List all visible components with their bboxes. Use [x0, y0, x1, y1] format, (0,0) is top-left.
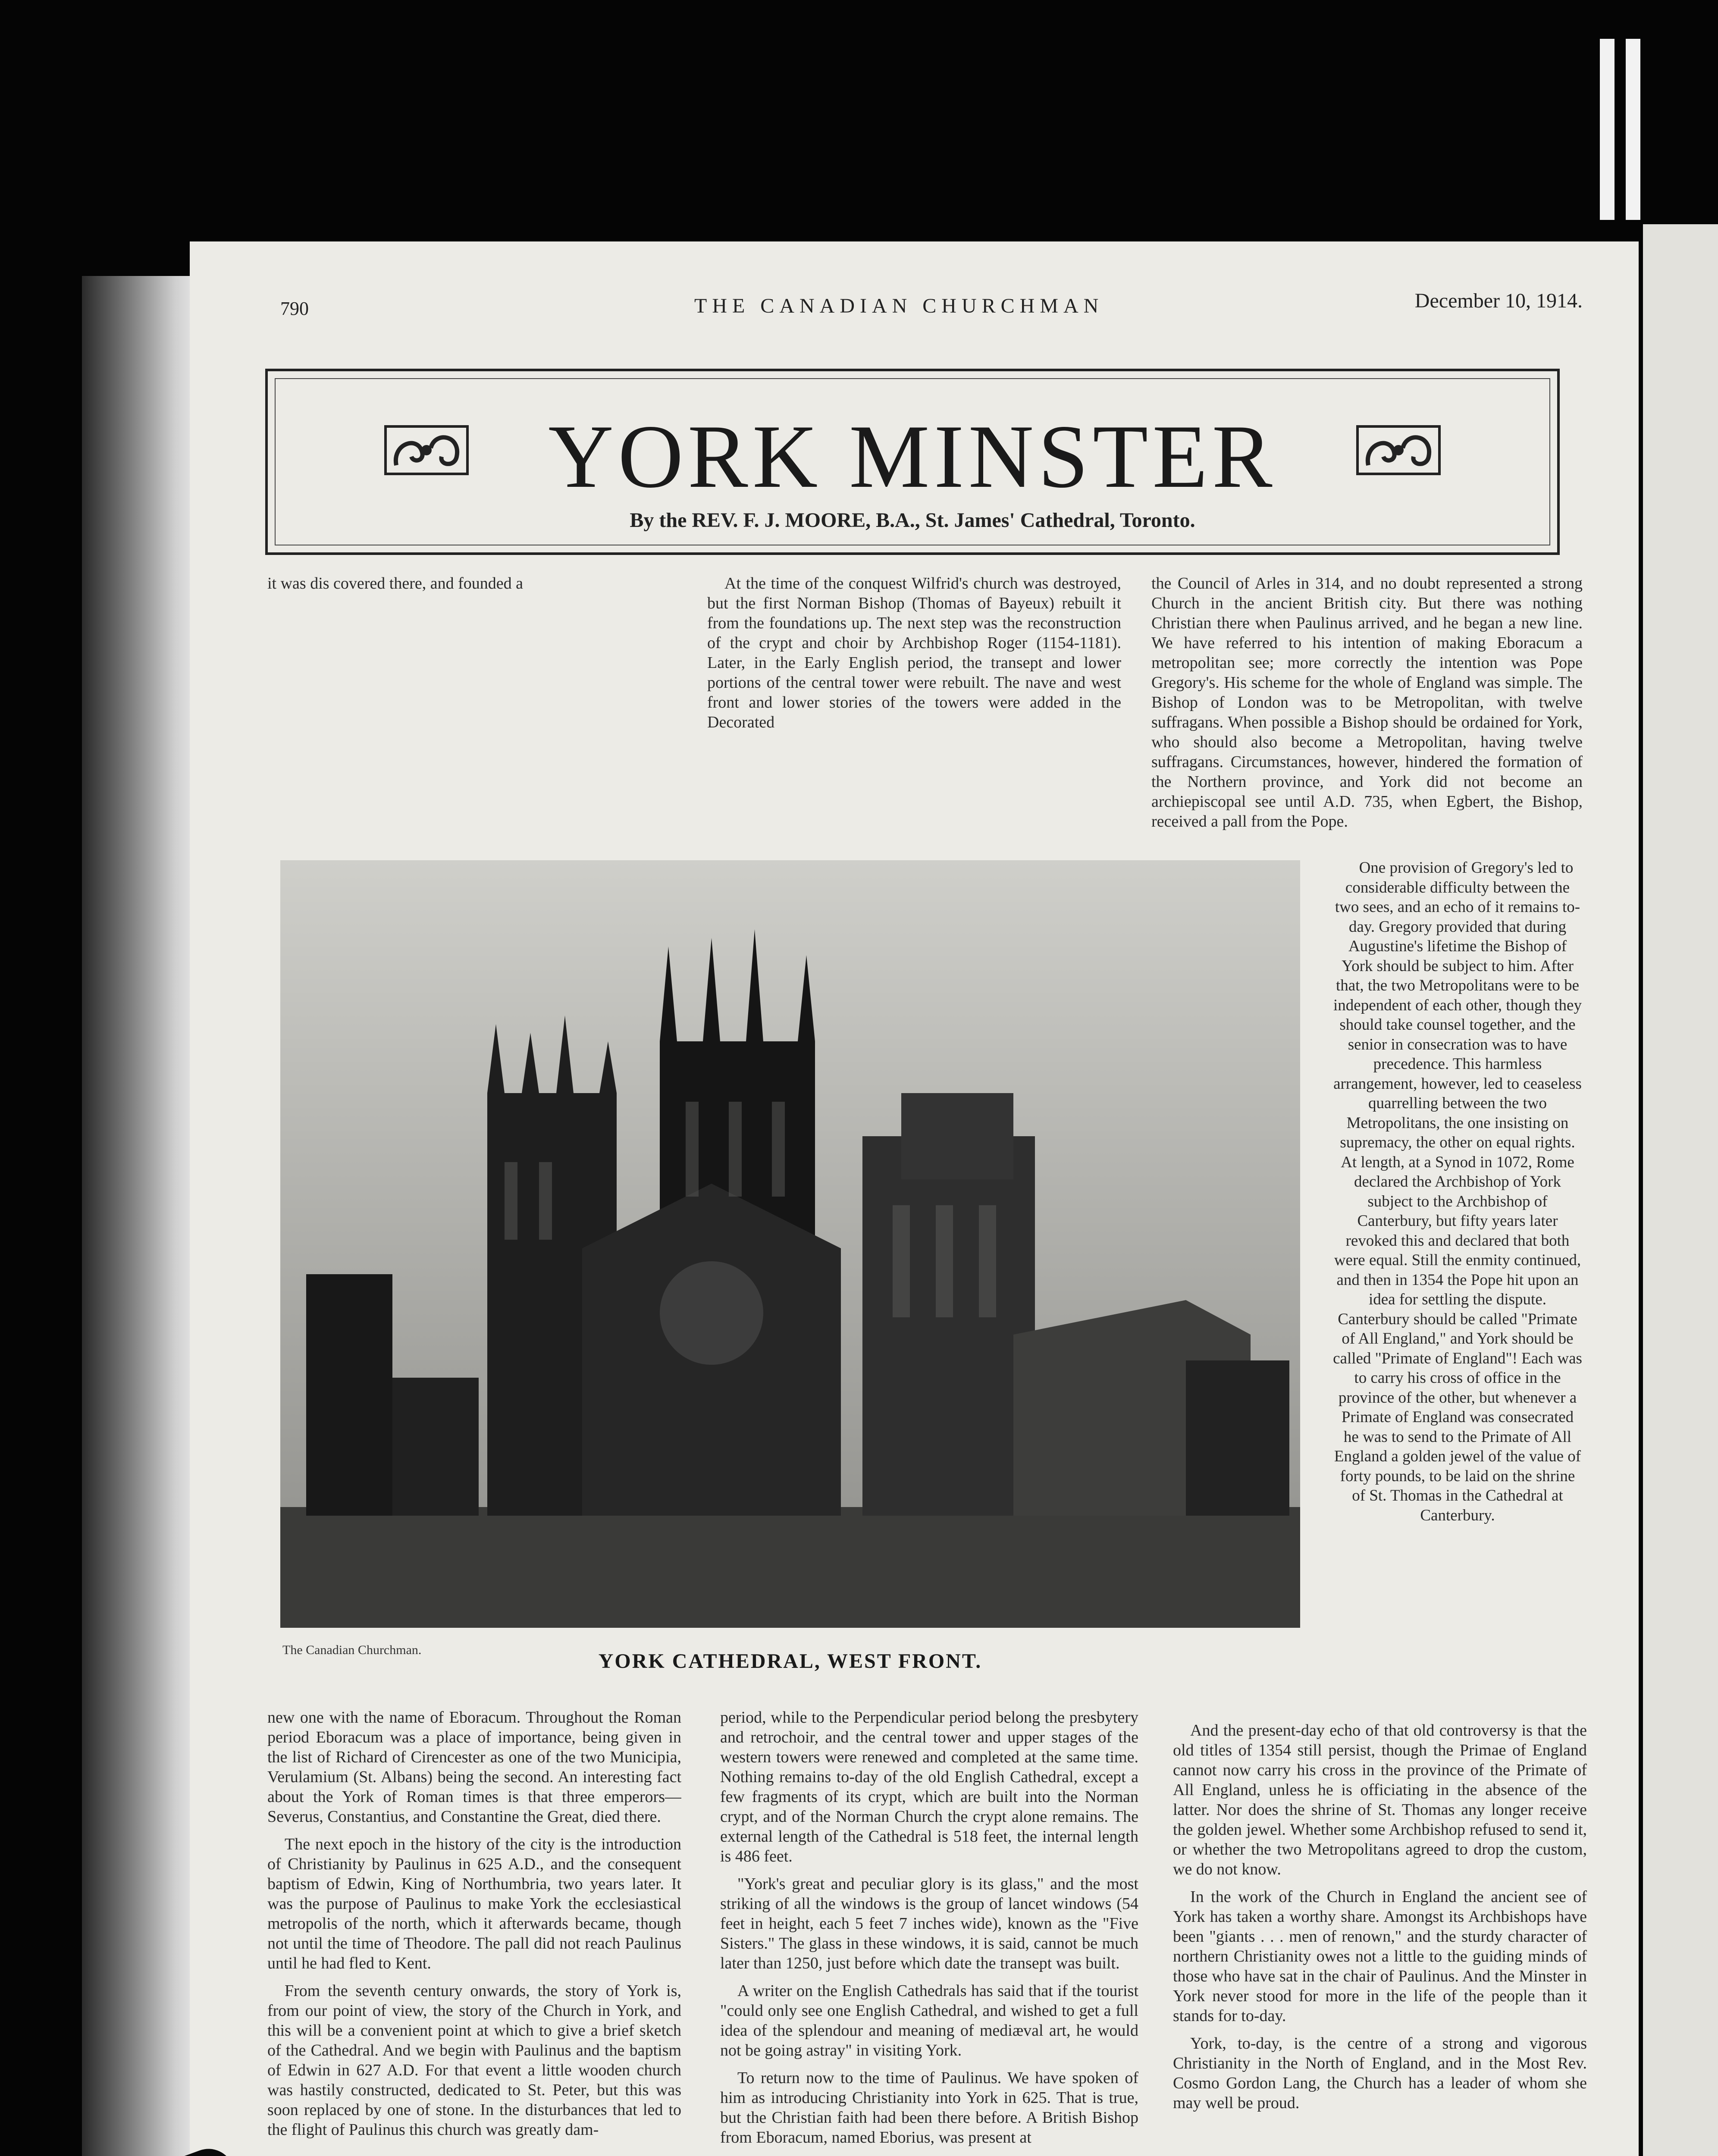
paragraph: York, to-day, is the centre of a strong and vigorous Christianity in the North of England, and in the Most Rev. Cosmo Gordon Lang, the Church has a leader of whom she may well be proud.: [1173, 2034, 1587, 2112]
page-number: 790: [280, 298, 309, 319]
column-1-bottom: [267, 1708, 681, 2156]
film-strip-mark-top-2: [1626, 39, 1640, 220]
paragraph: new one with the name of Eboracum. Throughout the Roman period Eboracum was a place of importance, being given in the list of Richard of Cirencester as one of the two Municipia, Verulamium (St. Albans) being the second. An interesting fact about the York of Roman times is that three emperors—Severus, Constantius, and Constantine the Great, died there.: [267, 1708, 681, 1826]
paragraph: it was dis covered there, and founded a: [267, 574, 524, 592]
york-minster-west-front-image: [280, 860, 1300, 1628]
running-title: THE CANADIAN CHURCHMAN: [694, 295, 1104, 317]
column-2-bottom: [720, 1708, 1138, 2156]
paragraph: And the present-day echo of that old controversy is that the old titles of 1354 still persist, though the Primae of England cannot now carry his cross in the province of the Primate of All England, unless he is officiating in the absence of the latter. Nor does the shrine of St. Thomas any longer receive the golden jewel. Whether some Archbishop refused to send it, or whether the two Metropolitans agreed to drop the custom, we do not know.: [1173, 1721, 1587, 1878]
film-strip-mark-top: [1600, 39, 1615, 220]
byline: By the REV. F. J. MOORE, B.A., St. James' Cathedral, Toronto.: [630, 509, 1195, 532]
paragraph: In the work of the Church in England the ancient see of York has taken a worthy share. Amongst its Archbishops have been "giants . . . men of renown," and the sturdy character of northern Christianity owes not a little to the guiding minds of those who have sat in the chair of Paulinus. And the Minster in York never stood for more in the life of the people than it stands for to-day.: [1173, 1888, 1587, 2025]
column-1-top: [267, 573, 681, 832]
title-box: [265, 369, 1560, 555]
paragraph: "York's great and peculiar glory is its glass," and the most striking of all the windows is the group of lancet windows (54 feet in height, each 5 feet 7 inches wide), known as the "Five Sisters." The glass in these windows, it is said, cannot be much later than 1250, just before which date the transept was built.: [720, 1875, 1138, 1972]
book-page-edges: [82, 276, 198, 2156]
paragraph: period, while to the Perpendicular period belong the presbytery and retrochoir, and the central tower and upper stages of the western towers were renewed and completed at the same time. Nothing remains to-day of the old English Cathedral, except a few fragments of its crypt, which are built into the Norman crypt, and of the Norman Church the crypt alone remains. The external length of the Cathedral is 518 feet, the internal length is 486 feet.: [720, 1708, 1138, 1865]
paragraph: To return now to the time of Paulinus. We have spoken of him as introducing Christianity into York in 625. That is true, but the Christian faith had been there before. A British Bishop from Eboracum, named Eborius, was present at: [720, 2069, 1138, 2147]
facing-page-edge: [1643, 224, 1718, 2156]
photo-credit: The Canadian Churchman.: [282, 1643, 422, 1657]
paragraph: the Council of Arles in 314, and no doubt represented a strong Church in the ancient British city. But there was nothing Christian there when Paulinus arrived, and he began a new line. We have referred to his intention of making Eboracum a metropolitan see; more correctly the intention was Pope Gregory's. His scheme for the whole of England was simple. The Bishop of London was to be Metropolitan, with twelve suffragans. When possible a Bishop should be ordained for York, who should also become a Metropolitan, having twelve suffragans. Circumstances, however, hindered the formation of the Northern province, and York did not become an archiepiscopal see until A.D. 735, when Egbert, the Bishop, received a pall from the Pope.: [1151, 574, 1583, 830]
right-ornament-icon: [1355, 418, 1442, 483]
column-3-side: [1332, 858, 1583, 1703]
paragraph: At the time of the conquest Wilfrid's church was destroyed, but the first Norman Bishop (Thomas of Bayeux) rebuilt it from the foundations up. The next step was the reconstruction of the crypt and choir by Archbishop Roger (1154-1181). Later, in the Early English period, the transept and lower portions of the central tower were rebuilt. The nave and west front and lower stories of the towers were added in the Decorated: [707, 574, 1121, 731]
paragraph: A writer on the English Cathedrals has said that if the tourist "could only see one English Cathedral, and wished to get a full idea of the splendour and meaning of mediæval art, he would not be going astray" in visiting York.: [720, 1982, 1138, 2059]
paragraph: The next epoch in the history of the city is the introduction of Christianity by Paulinus in 625 A.D., and the consequent baptism of Edwin, King of Northumbria, two years later. It was the purpose of Paulinus to make York the ecclesiastical metropolis of the north, which it afterwards became, though not until the time of Theodore. The pall did not reach Paulinus until he had fled to Kent.: [267, 1835, 681, 1972]
running-header: [280, 289, 1583, 328]
photo-caption: YORK CATHEDRAL, WEST FRONT.: [598, 1650, 982, 1673]
column-3-top: [1151, 573, 1583, 858]
cathedral-photograph: [280, 860, 1300, 1628]
paragraph: From the seventh century onwards, the story of York is, from our point of view, the story of the Church in York, and this will be a convenient point at which to give a brief sketch of the Cathedral. And we begin with Paulinus and the baptism of Edwin in 627 A.D. For that event a little wooden church was hastily constructed, dedicated to St. Peter, but this was soon replaced by one of stone. In the disturbances that led to the flight of Paulinus this church was greatly dam-: [267, 1982, 681, 2139]
column-3-bottom: [1173, 1720, 1587, 2156]
column-2-top: [707, 573, 1121, 832]
title-box-inner-rule: [275, 378, 1550, 545]
issue-date: December 10, 1914.: [1414, 289, 1583, 312]
paragraph: One provision of Gregory's led to considerable difficulty between the two sees, and an echo of it remains to-day. Gregory provided that during Augustine's lifetime the Bishop of York should be subject to him. After that, the two Metropolitans were to be independent of each other, though they should take counsel together, and the senior in consecration was to have precedence. This harmless arrangement, however, led to ceaseless quarrelling between the two Metropolitans, the one insisting on supremacy, the other on equal rights. At length, at a Synod in 1072, Rome declared the Archbishop of York subject to the Archbishop of Canterbury, but fifty years later revoked this and declared that both were equal. Still the enmity continued, and then in 1354 the Pope hit upon an idea for settling the dispute. Canterbury should be called "Primate of All England," and York should be called "Primate of England"! Each was to carry his cross of office in the province of the other, but whenever a Primate of England was consecrated he was to send to the Primate of All England a golden jewel of the value of forty pounds, to be laid on the shrine of St. Thomas in the Cathedral at Canterbury.: [1333, 859, 1582, 1524]
article-title: YORK MINSTER: [548, 407, 1277, 507]
